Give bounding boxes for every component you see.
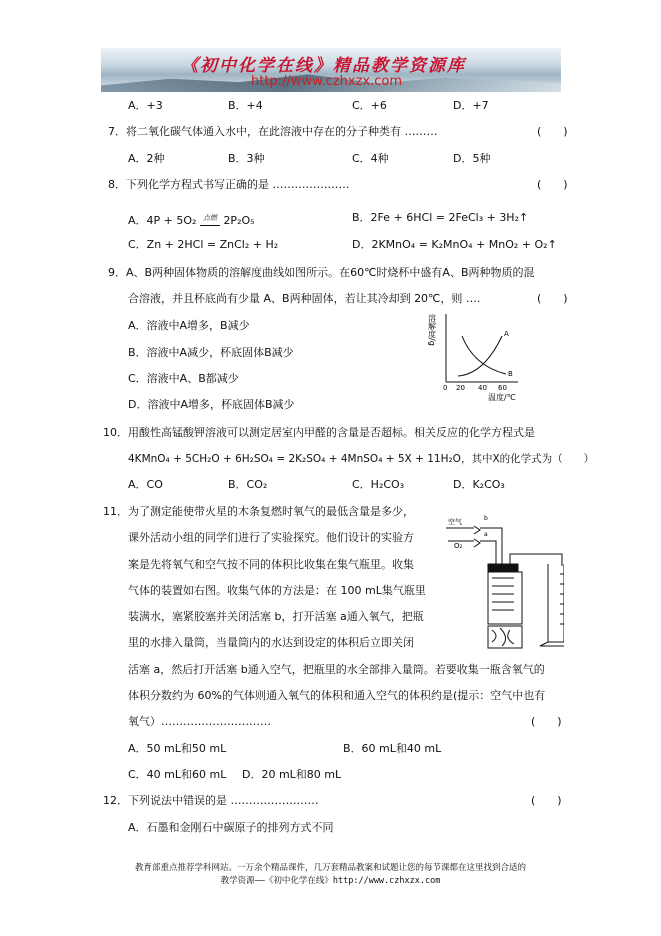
q7-option-b: B．3种 [228,152,265,165]
q8-stem: 8．下列化学方程式书写正确的是 ………………… [108,178,350,191]
q9-answer-paren: ( ) [537,292,568,305]
q8-reaction-condition: 点燃 [200,211,220,226]
q10-option-c: C．H₂CO₃ [352,478,405,491]
q10-equation: 4KMnO₄ + 5CH₂O + 6H₂SO₄ = 2K₂SO₄ + 4MnSO₄ + 5X + 11H₂O，其中X的化学式为（ ） [128,453,595,465]
q9-option-c: C．溶液中A、B都减少 [128,372,239,385]
q11-line6: 里的水排入量筒，当量筒内的水达到设定的体积后立即关闭 [128,636,414,649]
banner-url[interactable]: http://www.czhxzx.com [251,74,402,89]
q11-line4: 气体的装置如右图。收集气体的方法是：在 100 mL集气瓶里 [128,584,426,597]
q11-option-b: B．60 mL和40 mL [343,742,442,755]
figure-ylabel: 溶解度/g [427,314,437,346]
q9-option-d: D．溶液中A增多，杯底固体B减少 [128,398,295,411]
q11-line8: 体积分数约为 60%的气体则通入氧气的体积和通入空气的体积约是(提示：空气中也有 [128,689,546,702]
tick-0: 0 [443,384,448,392]
q11-line1: 11．为了测定能使带火星的木条复燃时氧气的最低含量是多少， [103,505,414,518]
q12-stem: 12．下列说法中错误的是 …………………… [103,794,319,807]
q8-option-d: D．2KMnO₄ = K₂MnO₄ + MnO₂ + O₂↑ [352,238,557,251]
tick-20: 20 [456,384,465,392]
q11-line7: 活塞 a，然后打开活塞 b通入空气，把瓶里的水全部排入量筒。若要收集一瓶含氧气的 [128,663,545,676]
q10-option-b: B．CO₂ [228,478,268,491]
q7-answer-paren: ( ) [537,125,568,138]
figure-xlabel: 温度/℃ [488,393,516,402]
q10-stem: 10．用酸性高锰酸钾溶液可以测定居室内甲醛的含量是否超标。相关反应的化学方程式是 [103,426,535,439]
valve-a-label: a [484,531,488,538]
air-label: 空气 [448,518,462,526]
valve-b-label: b [484,515,488,522]
q12-answer-paren: ( ) [531,794,562,807]
q8-option-b: B．2Fe + 6HCl = 2FeCl₃ + 3H₂↑ [352,211,529,224]
q8-option-a [128,211,255,228]
banner-title: 《初中化学在线》精品教学资源库 [181,56,466,76]
q7-stem: 7．将二氧化碳气体通入水中，在此溶液中存在的分子种类有 ……… [108,125,438,138]
q9-stem-line2: 合溶液，并且杯底尚有少量 A、B两种固体，若让其冷却到 20℃，则 …. [128,292,481,305]
q11-option-d: D．20 mL和80 mL [242,768,342,781]
footer-line1: 教育部重点推荐学科网站。一万余个精品课件，几万套精品教案和试题让您的每节课都在这里找到合适的 [134,863,526,873]
q12-option-a: A．石墨和金刚石中碳原子的排列方式不同 [128,821,334,834]
curve-b-label: B [508,370,513,378]
footer-line2: 教学资源——《初中化学在线》http://www.czhxzx.com [220,876,441,886]
q7-option-d: D．5种 [453,152,491,165]
q6-option-b: B．+4 [228,99,263,112]
q8-answer-paren: ( ) [537,178,568,191]
q9-option-a: A．溶液中A增多，B减少 [128,319,250,332]
q7-option-a: A．2种 [128,152,165,165]
q11-line9: 氧气）………………………… [128,715,271,728]
q11-line5: 装满水，塞紧胶塞并关闭活塞 b，打开活塞 a通入氧气，把瓶 [128,610,424,623]
q10-option-d: D．K₂CO₃ [453,478,505,491]
q8-option-c: C．Zn + 2HCl = ZnCl₂ + H₂ [128,238,279,251]
gas-collection-apparatus-figure [444,514,564,650]
q10-option-a: A．CO [128,478,163,491]
q11-line2: 课外活动小组的同学们进行了实验探究。他们设计的实验方 [128,531,414,544]
q11-option-a: A．50 mL和50 mL [128,742,227,755]
header-banner [101,48,561,92]
curve-a-label: A [504,330,509,338]
q7-option-c: C．4种 [352,152,389,165]
q6-option-d: D．+7 [453,99,489,112]
q11-answer-paren: ( ) [531,715,562,728]
q9-option-b: B．溶液中A减少，杯底固体B减少 [128,346,294,359]
tick-40: 40 [478,384,487,392]
q8-option-a-product: 2P₂O₅ [223,214,255,227]
tick-60: 60 [498,384,507,392]
q9-stem-line1: 9．A、B两种固体物质的溶解度曲线如图所示。在60℃时烧杯中盛有A、B两种物质的混 [108,266,535,279]
q8-option-a-reactants: A．4P + 5O₂ [128,214,197,227]
o2-label: O₂ [454,542,463,550]
solubility-curve-figure [426,310,536,402]
q6-option-c: C．+6 [352,99,387,112]
q6-option-a: A．+3 [128,99,163,112]
q11-line3: 案是先将氧气和空气按不同的体积比收集在集气瓶里。收集 [128,558,414,571]
q11-option-c: C．40 mL和60 mL [128,768,227,781]
